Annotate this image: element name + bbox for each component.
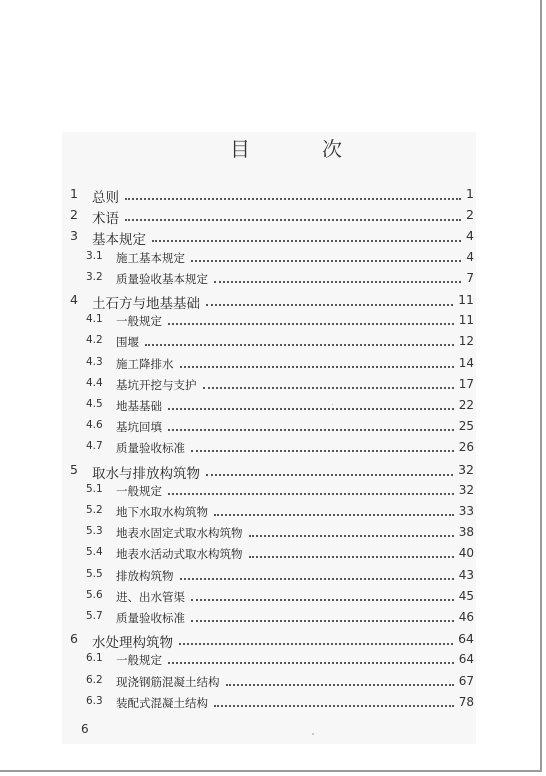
toc-entry-number: 4.7 xyxy=(86,440,103,453)
toc-entry-title: 装配式混凝土结构 xyxy=(116,695,208,710)
toc-entry-title: 质量验收标准 xyxy=(116,441,185,456)
toc-leader-dots xyxy=(125,219,461,221)
toc-entry-title: 术语 xyxy=(92,211,119,228)
toc-leader-dots xyxy=(191,450,454,452)
toc-section-row xyxy=(0,695,546,715)
toc-entry-number: 3 xyxy=(70,228,78,244)
toc-entry-number: 4.1 xyxy=(86,313,103,326)
toc-entry-title: 水处理构筑物 xyxy=(92,635,173,652)
toc-entry-number: 4 xyxy=(70,292,78,307)
toc-entry-title: 排放构筑物 xyxy=(116,568,174,583)
toc-entry-page: 22 xyxy=(458,398,474,412)
toc-leader-dots xyxy=(191,260,461,262)
toc-entry-number: 6 xyxy=(70,631,78,647)
toc-entry-title: 基本规定 xyxy=(92,232,146,249)
toc-entry-title: 总则 xyxy=(92,190,119,206)
toc-entry-title: 基坑开挖与支护 xyxy=(116,377,197,392)
toc-entry-title: 进、出水管渠 xyxy=(116,589,185,604)
toc-leader-dots xyxy=(168,493,454,495)
toc-leader-dots xyxy=(249,556,454,558)
toc-entry-title: 围堰 xyxy=(116,335,139,350)
toc-section-row xyxy=(0,483,546,503)
toc-entry-number: 5.7 xyxy=(86,610,103,622)
toc-section-row xyxy=(0,377,546,397)
toc-leader-dots xyxy=(180,366,454,368)
toc-section-row xyxy=(0,356,546,376)
toc-leader-dots xyxy=(191,599,454,601)
toc-entry-number: 4.2 xyxy=(86,334,103,347)
toc-entry-page: 12 xyxy=(458,334,474,349)
toc-title: 目 次 xyxy=(230,137,368,161)
toc-entry-title: 基坑回填 xyxy=(116,420,162,435)
toc-entry-page: 33 xyxy=(458,504,474,518)
toc-entry-page: 45 xyxy=(458,588,474,603)
toc-entry-number: 5.4 xyxy=(86,546,103,559)
toc-entry-title: 现浇钢筋混凝土结构 xyxy=(116,674,220,689)
toc-section-row xyxy=(0,313,546,333)
toc-leader-dots xyxy=(180,578,454,580)
toc-entry-number: 4.5 xyxy=(86,398,103,410)
toc-entry-page: 38 xyxy=(458,525,474,540)
toc-entry-page: 43 xyxy=(458,567,474,582)
toc-leader-dots xyxy=(168,408,454,410)
toc-entry-title: 地表水活动式取水构筑物 xyxy=(116,547,243,562)
toc-chapter-row xyxy=(0,462,546,482)
toc-section-row xyxy=(0,440,546,460)
toc-entry-title: 地下水取水构筑物 xyxy=(116,505,208,519)
toc-entry-number: 4.3 xyxy=(86,355,103,368)
toc-leader-dots xyxy=(214,705,454,707)
toc-chapter-row xyxy=(0,228,546,248)
toc-section-row xyxy=(0,525,546,545)
toc-entry-number: 5.6 xyxy=(86,588,103,601)
toc-leader-dots xyxy=(145,344,454,346)
toc-entry-number: 3.2 xyxy=(86,270,103,283)
toc-leader-dots xyxy=(249,535,454,537)
toc-leader-dots xyxy=(168,429,454,431)
toc-entry-page: 1 xyxy=(466,186,474,201)
toc-entry-title: 地基基础 xyxy=(116,399,162,413)
toc-leader-dots xyxy=(179,643,453,645)
toc-leader-dots xyxy=(203,387,454,389)
toc-section-row xyxy=(0,334,546,354)
toc-entry-page: 64 xyxy=(458,652,474,667)
toc-entry-page: 4 xyxy=(466,249,474,264)
toc-section-row xyxy=(0,674,546,694)
toc-entry-page: 26 xyxy=(458,440,474,455)
toc-chapter-row xyxy=(0,207,546,227)
toc-section-row xyxy=(0,504,546,524)
toc-entry-number: 5.1 xyxy=(86,482,103,495)
toc-entry-title: 施工基本规定 xyxy=(116,250,185,265)
toc-section-row xyxy=(0,610,546,630)
toc-leader-dots xyxy=(214,281,461,283)
toc-entry-title: 质量验收基本规定 xyxy=(116,271,208,286)
toc-leader-dots xyxy=(191,620,454,622)
toc-leader-dots xyxy=(206,474,453,476)
toc-entry-number: 5.5 xyxy=(86,567,103,580)
toc-entry-page: 67 xyxy=(458,673,474,688)
toc-entry-title: 一般规定 xyxy=(116,653,162,668)
toc-entry-page: 64 xyxy=(458,631,474,647)
toc-entry-page: 25 xyxy=(458,419,474,434)
toc-entry-page: 40 xyxy=(458,546,474,561)
toc-entry-number: 6.3 xyxy=(86,694,103,707)
toc-section-row xyxy=(0,589,546,609)
toc-entry-page: 32 xyxy=(458,461,474,477)
toc-entry-title: 质量验收标准 xyxy=(116,611,185,625)
toc-leader-dots xyxy=(226,684,454,686)
toc-leader-dots xyxy=(214,514,454,516)
toc-entry-page: 11 xyxy=(458,292,474,307)
toc-entry-page: 2 xyxy=(466,207,474,223)
toc-section-row xyxy=(0,250,546,270)
toc-entry-number: 5 xyxy=(70,461,78,477)
toc-entry-title: 地表水固定式取水构筑物 xyxy=(116,526,243,541)
page-number: 6 xyxy=(81,722,89,736)
scan-speck xyxy=(312,733,314,735)
toc-section-row xyxy=(0,419,546,439)
scan-speck xyxy=(332,404,333,405)
toc-entry-number: 3.1 xyxy=(86,249,103,262)
toc-entry-page: 11 xyxy=(458,313,474,328)
toc-section-row xyxy=(0,271,546,291)
toc-entry-page: 7 xyxy=(466,270,474,285)
toc-entry-number: 6.1 xyxy=(86,652,103,665)
toc-entry-number: 5.3 xyxy=(86,525,103,538)
toc-entry-page: 46 xyxy=(458,610,474,624)
toc-entry-title: 一般规定 xyxy=(116,483,162,498)
toc-entry-title: 取水与排放构筑物 xyxy=(92,465,200,482)
toc-entry-title: 一般规定 xyxy=(116,314,162,329)
toc-leader-dots xyxy=(168,662,454,664)
toc-entry-page: 14 xyxy=(458,355,474,370)
toc-section-row xyxy=(0,652,546,672)
toc-entry-number: 5.2 xyxy=(86,504,103,516)
toc-entry-number: 4.4 xyxy=(86,376,103,389)
toc-chapter-row xyxy=(0,631,546,651)
toc-entry-page: 78 xyxy=(458,694,474,709)
toc-entry-page: 4 xyxy=(466,228,474,244)
toc-leader-dots xyxy=(125,198,461,200)
toc-chapter-row xyxy=(0,186,546,206)
toc-entry-page: 17 xyxy=(458,376,474,391)
toc-leader-dots xyxy=(152,240,461,242)
toc-chapter-row xyxy=(0,292,546,312)
toc-entry-title: 施工降排水 xyxy=(116,356,174,371)
toc-section-row xyxy=(0,398,546,418)
toc-entry-page: 32 xyxy=(458,482,474,497)
toc-leader-dots xyxy=(206,304,453,306)
toc-entry-number: 1 xyxy=(70,186,78,201)
toc-entry-title: 土石方与地基基础 xyxy=(92,296,200,312)
toc-leader-dots xyxy=(168,323,454,325)
toc-entry-number: 6.2 xyxy=(86,673,103,686)
toc-section-row xyxy=(0,568,546,588)
toc-entry-number: 4.6 xyxy=(86,419,103,432)
toc-section-row xyxy=(0,546,546,566)
toc-entry-number: 2 xyxy=(70,207,78,223)
